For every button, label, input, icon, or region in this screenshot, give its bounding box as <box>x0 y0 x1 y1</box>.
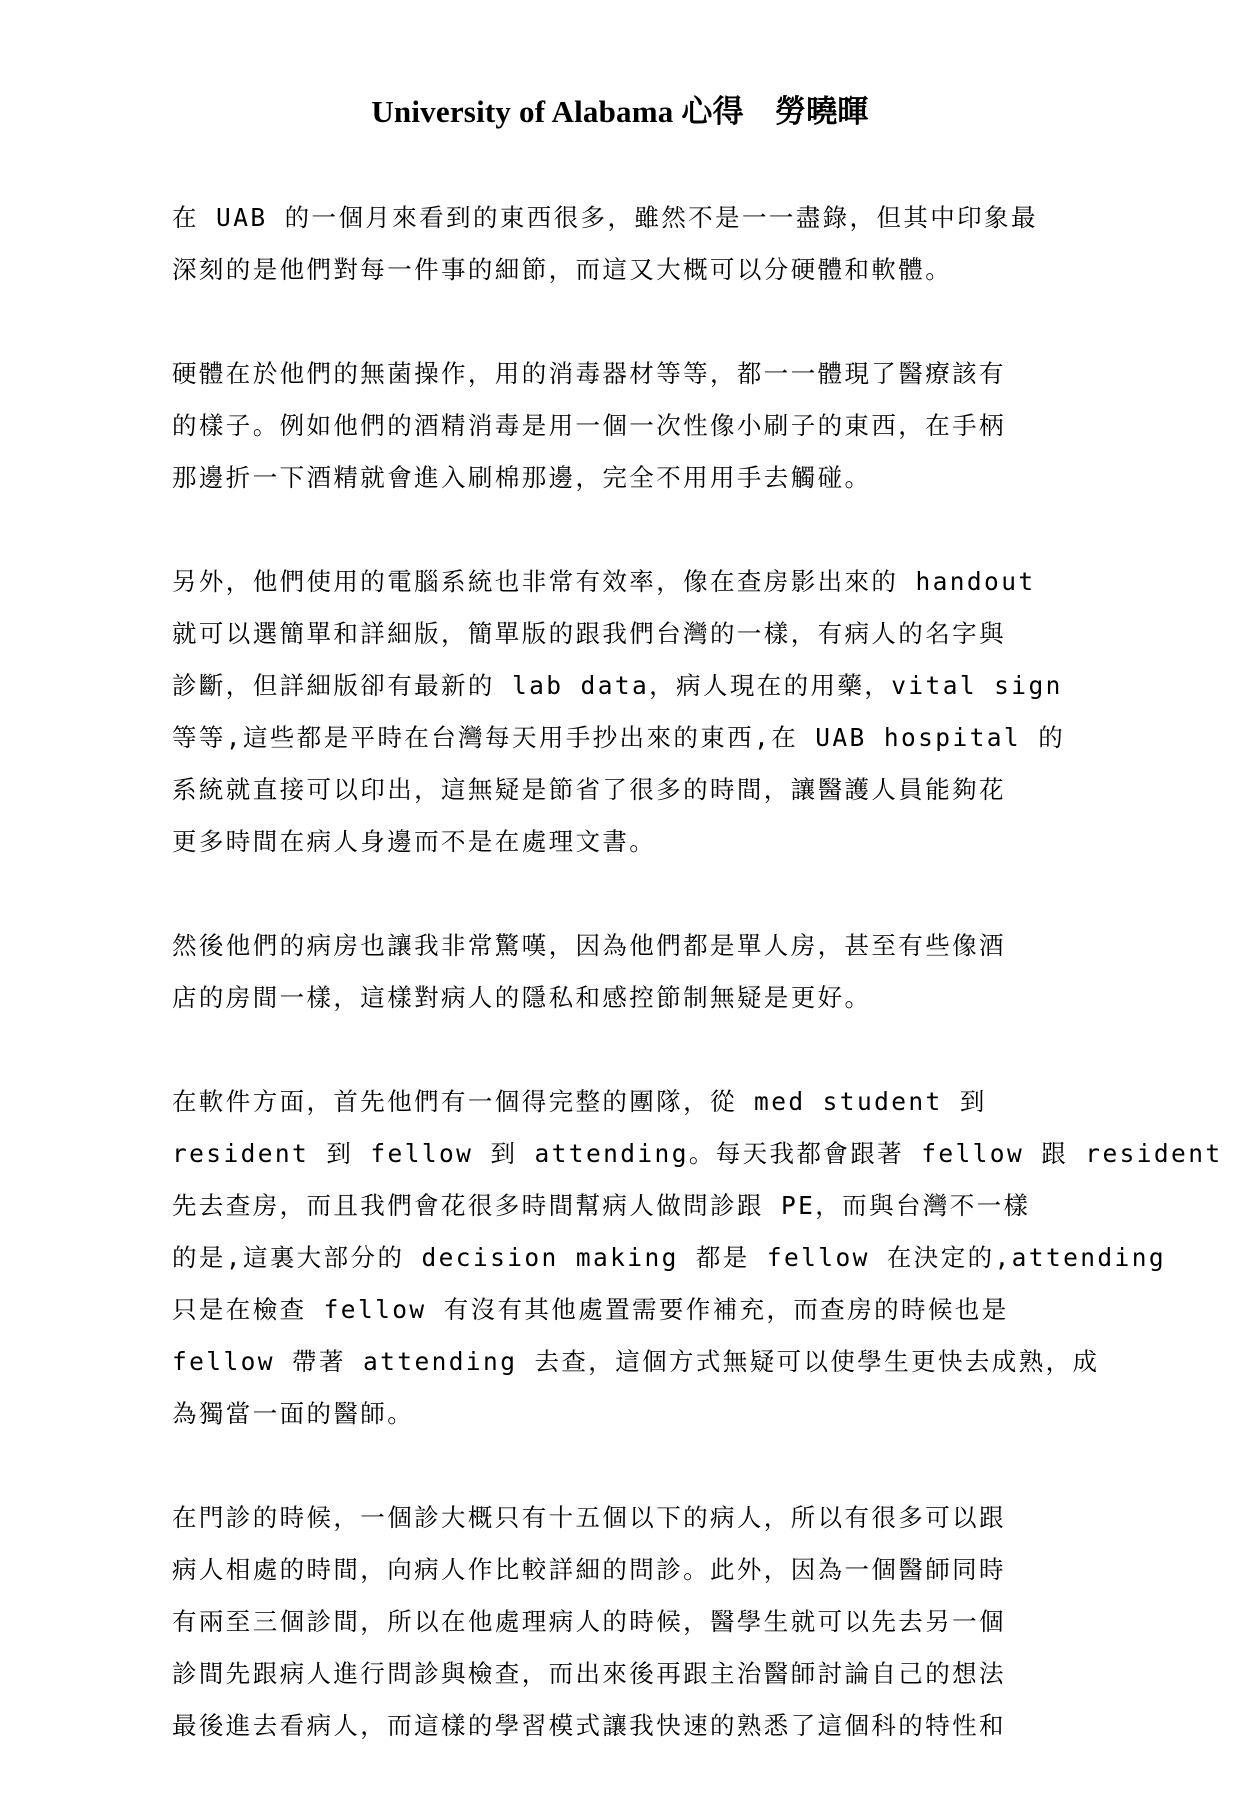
text-line: 的是,這裏大部分的 decision making 都是 fellow 在決定的,attending <box>172 1243 1167 1272</box>
text-line: 在門診的時候，一個診大概只有十五個以下的病人，所以有很多可以跟 <box>172 1503 1006 1532</box>
text-line: 就可以選簡單和詳細版，簡單版的跟我們台灣的一樣，有病人的名字與 <box>172 619 1006 648</box>
paragraph <box>172 1492 1072 1752</box>
text-line: 診斷，但詳細版卻有最新的 lab data，病人現在的用藥，vital sign <box>172 671 1063 700</box>
text-line: 只是在檢查 fellow 有沒有其他處置需要作補充，而查房的時候也是 <box>172 1295 1009 1324</box>
paragraph <box>172 556 1072 868</box>
text-line: 病人相處的時間，向病人作比較詳細的問診。此外，因為一個醫師同時 <box>172 1555 1006 1584</box>
paragraph <box>172 920 1072 1024</box>
text-line: 診間先跟病人進行問診與檢查，而出來後再跟主治醫師討論自己的想法 <box>172 1659 1006 1688</box>
text-line: 店的房間一樣，這樣對病人的隱私和感控節制無疑是更好。 <box>172 983 872 1012</box>
text-line: 更多時間在病人身邊而不是在處理文書。 <box>172 827 657 856</box>
text-line: fellow 帶著 attending 去查，這個方式無疑可以使學生更快去成熟，成 <box>172 1347 1100 1376</box>
text-line: 等等,這些都是平時在台灣每天用手抄出來的東西,在 UAB hospital 的 <box>172 723 1066 752</box>
text-line: 在 UAB 的一個月來看到的東西很多，雖然不是一一盡錄，但其中印象最 <box>172 203 1038 232</box>
text-line: 先去查房，而且我們會花很多時間幫病人做問診跟 PE，而與台灣不一樣 <box>172 1191 1031 1220</box>
text-line: 有兩至三個診間，所以在他處理病人的時候，醫學生就可以先去另一個 <box>172 1607 1006 1636</box>
text-line: 硬體在於他們的無菌操作，用的消毒器材等等，都一一體現了醫療該有 <box>172 359 1006 388</box>
text-line: 為獨當一面的醫師。 <box>172 1399 415 1428</box>
text-line: 那邊折一下酒精就會進入刷棉那邊，完全不用用手去觸碰。 <box>172 463 872 492</box>
paragraph <box>172 348 1072 504</box>
paragraph <box>172 192 1072 296</box>
text-line: 另外，他們使用的電腦系統也非常有效率，像在查房影出來的 handout <box>172 567 1036 596</box>
text-line: 然後他們的病房也讓我非常驚嘆，因為他們都是單人房，甚至有些像酒 <box>172 931 1006 960</box>
text-line: 最後進去看病人，而這樣的學習模式讓我快速的熟悉了這個科的特性和 <box>172 1711 1006 1740</box>
text-line: 的樣子。例如他們的酒精消毒是用一個一次性像小刷子的東西，在手柄 <box>172 411 1006 440</box>
text-line: 在軟件方面，首先他們有一個得完整的團隊，從 med student 到 <box>172 1087 987 1116</box>
text-line: resident 到 fellow 到 attending。每天我都會跟著 fellow 跟 resident <box>172 1139 1223 1168</box>
document-title: University of Alabama 心得 勞曉暉 <box>371 94 869 129</box>
text-line: 深刻的是他們對每一件事的細節，而這又大概可以分硬體和軟體。 <box>172 255 953 284</box>
paragraph <box>172 1076 1223 1440</box>
document-body <box>172 192 1223 1804</box>
text-line: 系統就直接可以印出，這無疑是節省了很多的時間，讓醫護人員能夠花 <box>172 775 1006 804</box>
